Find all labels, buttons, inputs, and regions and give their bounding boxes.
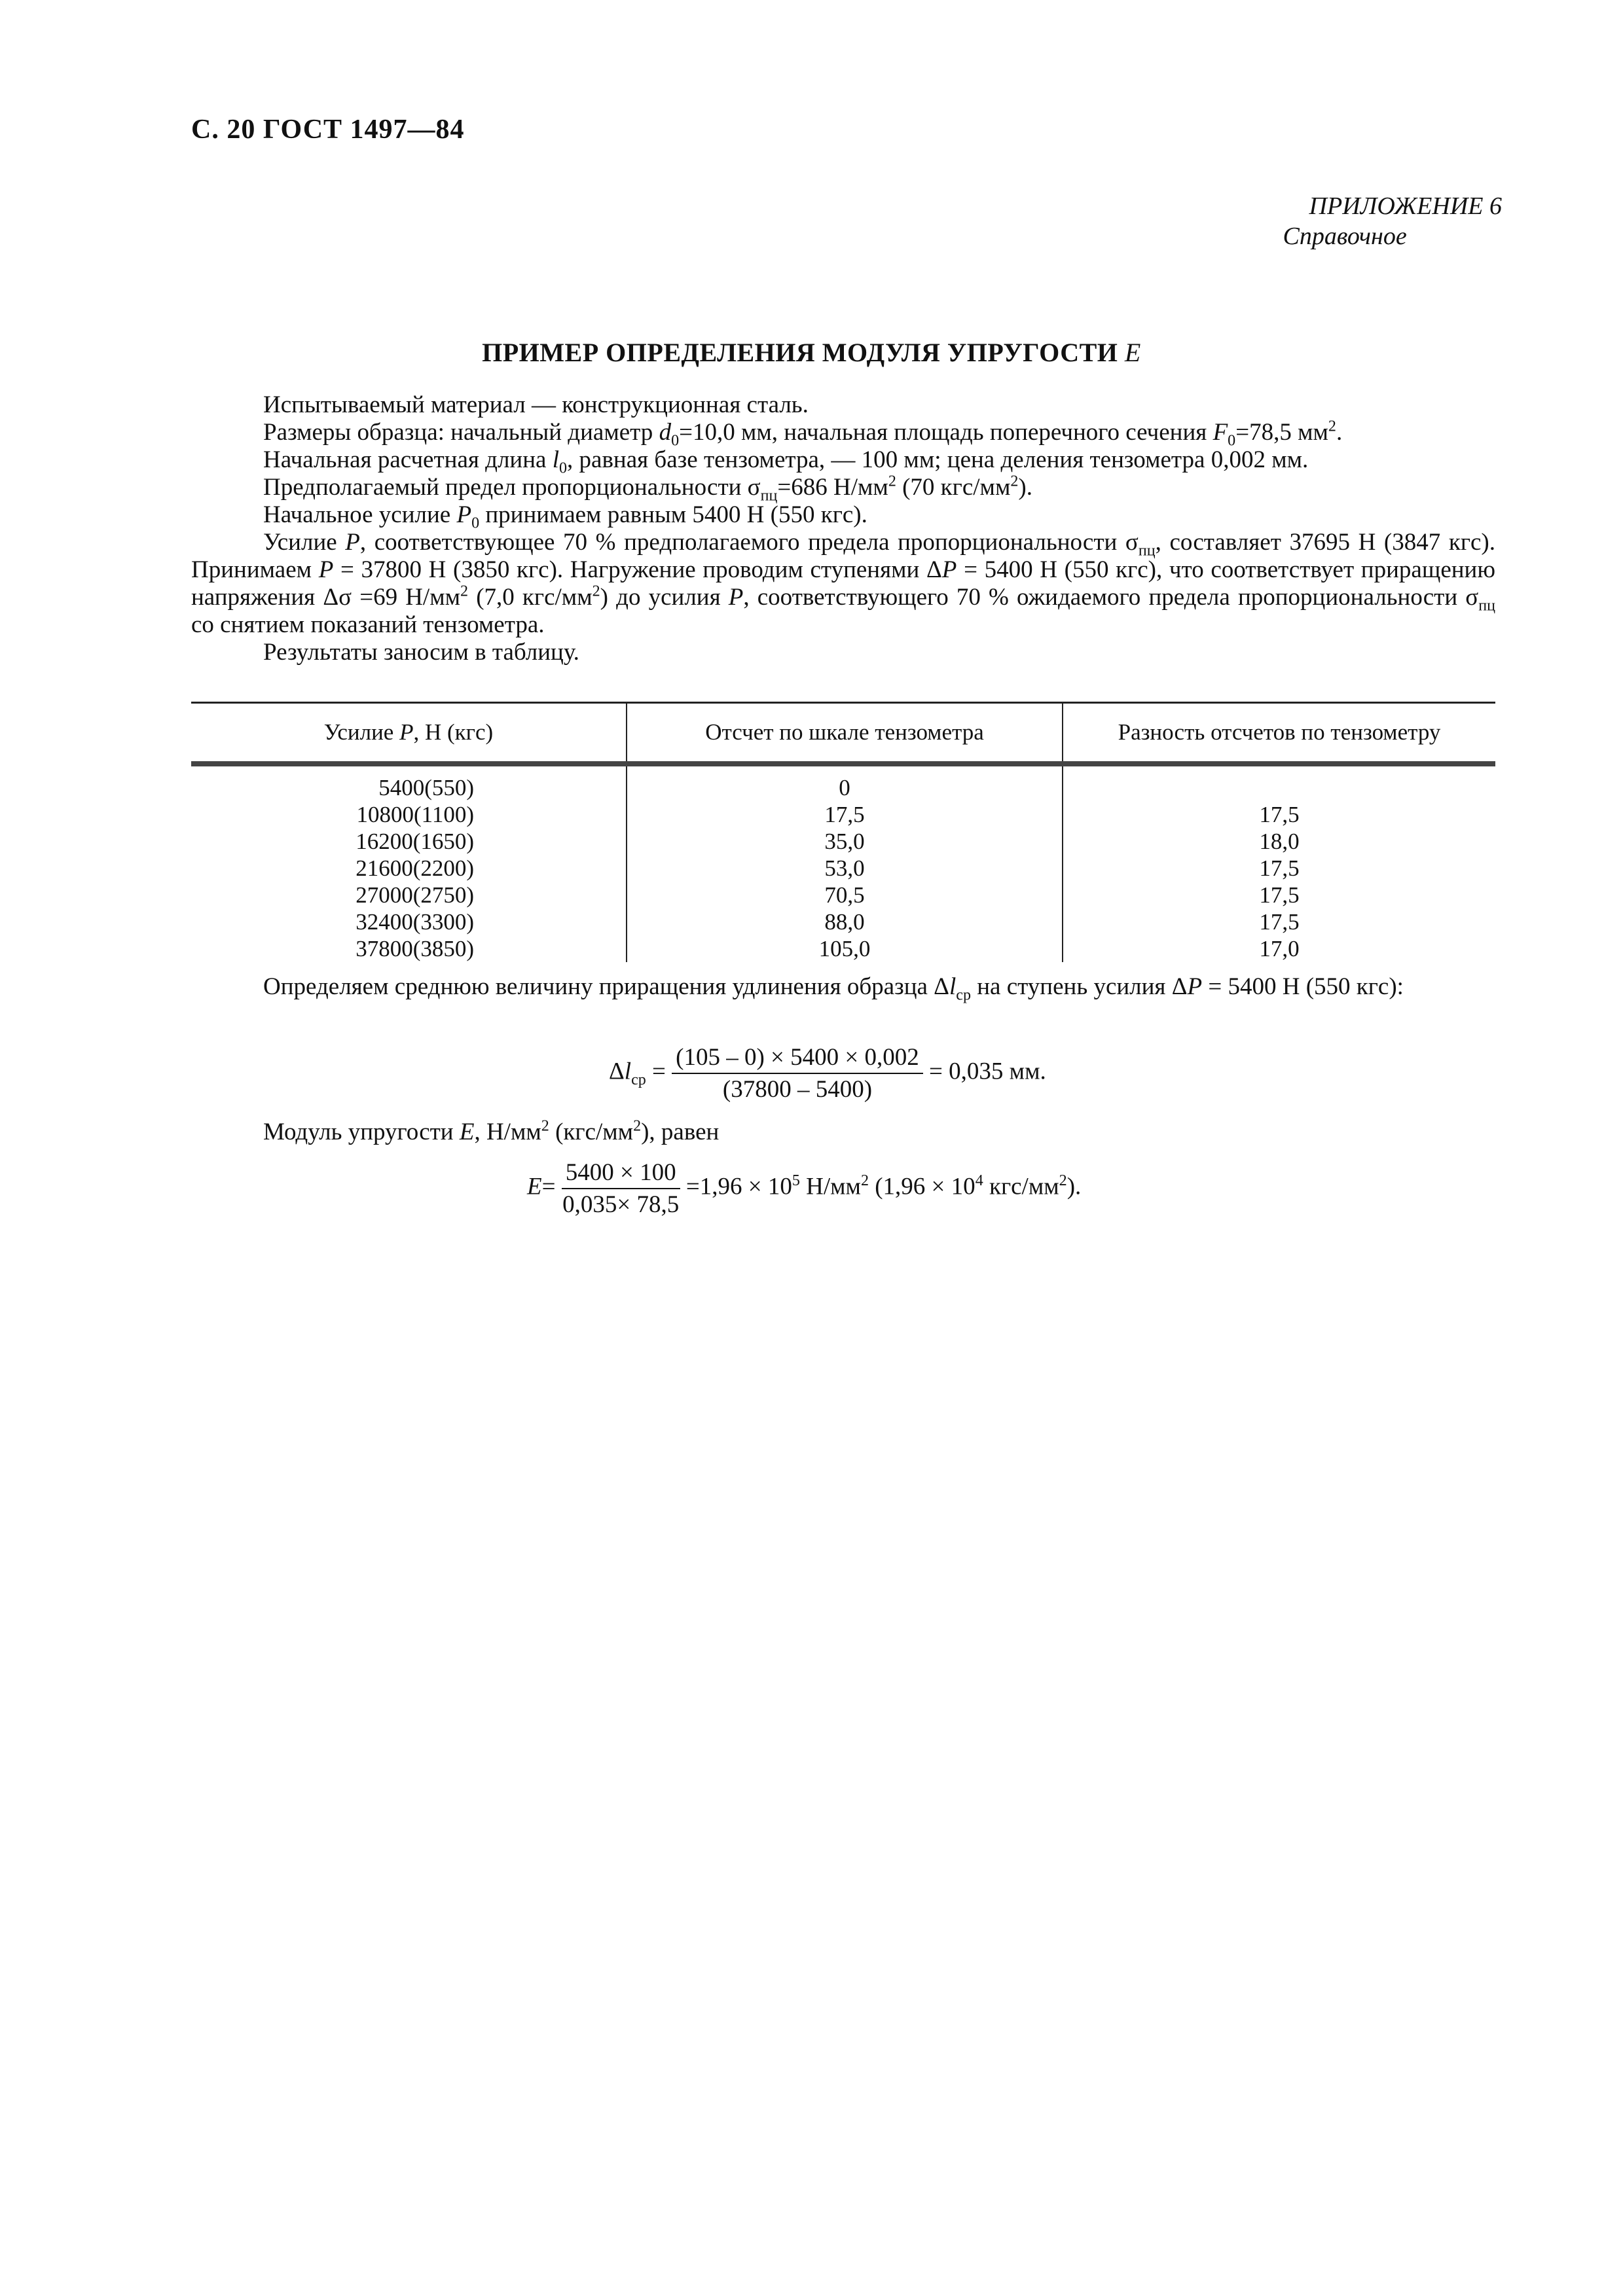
cell-difference: 17,0 xyxy=(1259,936,1300,961)
paragraph-gauge-length: Начальная расчетная длина $l_0$, равная базе тензометра, — 100 мм; цена деления тензометра 0,002 мм. xyxy=(263,446,1309,477)
appendix-label xyxy=(1283,191,1502,251)
paragraph-initial-force: Начальное усилие $P_0$ принимаем равным 5400 Н (550 кгс). xyxy=(263,501,867,532)
cell-force: 5400(550) xyxy=(191,764,627,801)
table-row xyxy=(191,882,1495,908)
appendix-type: Справочное xyxy=(1283,223,1407,250)
denominator: 0,035× 78,5 xyxy=(562,1191,680,1218)
cell-difference xyxy=(1063,764,1495,801)
table-row xyxy=(191,855,1495,882)
paragraph-results: Результаты заносим в таблицу. xyxy=(263,639,579,666)
denominator: (37800 – 5400) xyxy=(722,1076,873,1103)
paragraph-proportional-limit: Предполагаемый предел пропорциональности $\sigma_{пц}=686$ $Н/мм^2$ (70 кгс/$мм^2$). xyxy=(263,473,1032,505)
cell-force: 27000(2750) xyxy=(191,882,627,908)
cell-reading: 17,5 xyxy=(627,801,1063,828)
fraction xyxy=(672,1043,923,1103)
cell-force: 37800(3850) xyxy=(191,935,627,962)
title-symbol: E xyxy=(1124,338,1141,367)
intro-text xyxy=(191,391,1495,666)
cell-force: 16200(1650) xyxy=(191,828,627,855)
cell-difference: 17,5 xyxy=(1259,909,1300,935)
numerator: (105 – 0) × 5400 × 0,002 xyxy=(672,1043,923,1074)
table-row xyxy=(191,828,1495,855)
cell-force: 21600(2200) xyxy=(191,855,627,882)
modulus-caption: Модуль упругости E, $Н/мм^2$ $(кгс/мм^2)$, равен xyxy=(263,1117,720,1145)
cell-force: 32400(3300) xyxy=(191,908,627,935)
cell-difference: 18,0 xyxy=(1259,829,1300,854)
cell-reading: 53,0 xyxy=(627,855,1063,882)
cell-force: 10800(1100) xyxy=(191,801,627,828)
appendix-number: ПРИЛОЖЕНИЕ 6 xyxy=(1309,192,1502,220)
paragraph-loading: Усилие P, соответствующее 70 % предполагаемого предела пропорциональности $\sigma_{пц}$, составляет 37695 Н (3847 кгс). Принимаем P = 37800 Н (3850 кгс). Нагружение проводим ступенями ΔP = 5400 Н (550 кгс), что соответствует приращению напряжения Δσ =69 $Н/мм^2$ (7,0 кгс/$мм^2$) до усилия P, соответствующего 70 % ожидаемого предела пропорциональности $\sigma_{пц}$ со снятием показаний тензометра. xyxy=(191,529,1495,638)
table-row xyxy=(191,764,1495,801)
numerator: 5400 × 100 xyxy=(562,1158,680,1189)
cell-difference: 17,5 xyxy=(1259,855,1300,881)
page-header: С. 20 ГОСТ 1497—84 xyxy=(191,115,465,145)
cell-reading: 0 xyxy=(627,764,1063,801)
results-table xyxy=(191,702,1495,962)
paragraph-mean-increment: Определяем среднюю величину приращения удлинения образца $\Delta l_{ср}$ на ступень усилия ΔP = 5400 Н (550 кгс): xyxy=(263,973,1404,1004)
paragraph-material: Испытываемый материал — конструкционная сталь. xyxy=(263,391,809,418)
cell-reading: 35,0 xyxy=(627,828,1063,855)
title-text: ПРИМЕР ОПРЕДЕЛЕНИЯ МОДУЛЯ УПРУГОСТИ xyxy=(482,338,1118,367)
header-reading: Отсчет по шкале тензометра xyxy=(627,703,1063,764)
table-row xyxy=(191,801,1495,828)
fraction xyxy=(562,1158,680,1219)
paragraph-dimensions: Размеры образца: начальный диаметр $d_0=10,0$ мм, начальная площадь поперечного сечения $F_0=78,5$ $мм^2$. xyxy=(263,418,1343,450)
header-force: Усилие P, Н (кгс) xyxy=(191,703,627,764)
cell-difference: 17,5 xyxy=(1259,882,1300,908)
table-row xyxy=(191,935,1495,962)
formula-mean-elongation: $\Delta l_{ср}$ = $\frac{(105 - 0) \times 5400 \times 0,002}{(37800 - 5400)}$ = 0,035 мм. xyxy=(609,1044,1046,1103)
mean-increment-text xyxy=(191,973,1495,1004)
cell-reading: 105,0 xyxy=(627,935,1063,962)
table-header-row xyxy=(191,703,1495,764)
cell-difference: 17,5 xyxy=(1259,802,1300,827)
cell-reading: 70,5 xyxy=(627,882,1063,908)
header-difference: Разность отсчетов по тензометру xyxy=(1063,703,1495,764)
table-row xyxy=(191,908,1495,935)
formula-modulus: E= $\frac{5400 \times 100}{0,035\times 78,5}$ $=1,96 \times 10^5$ $Н/мм^2$ ($1,96 \times 10^4$ кгс/$мм^2$). xyxy=(527,1159,1082,1218)
cell-reading: 88,0 xyxy=(627,908,1063,935)
document-title xyxy=(0,337,1623,368)
